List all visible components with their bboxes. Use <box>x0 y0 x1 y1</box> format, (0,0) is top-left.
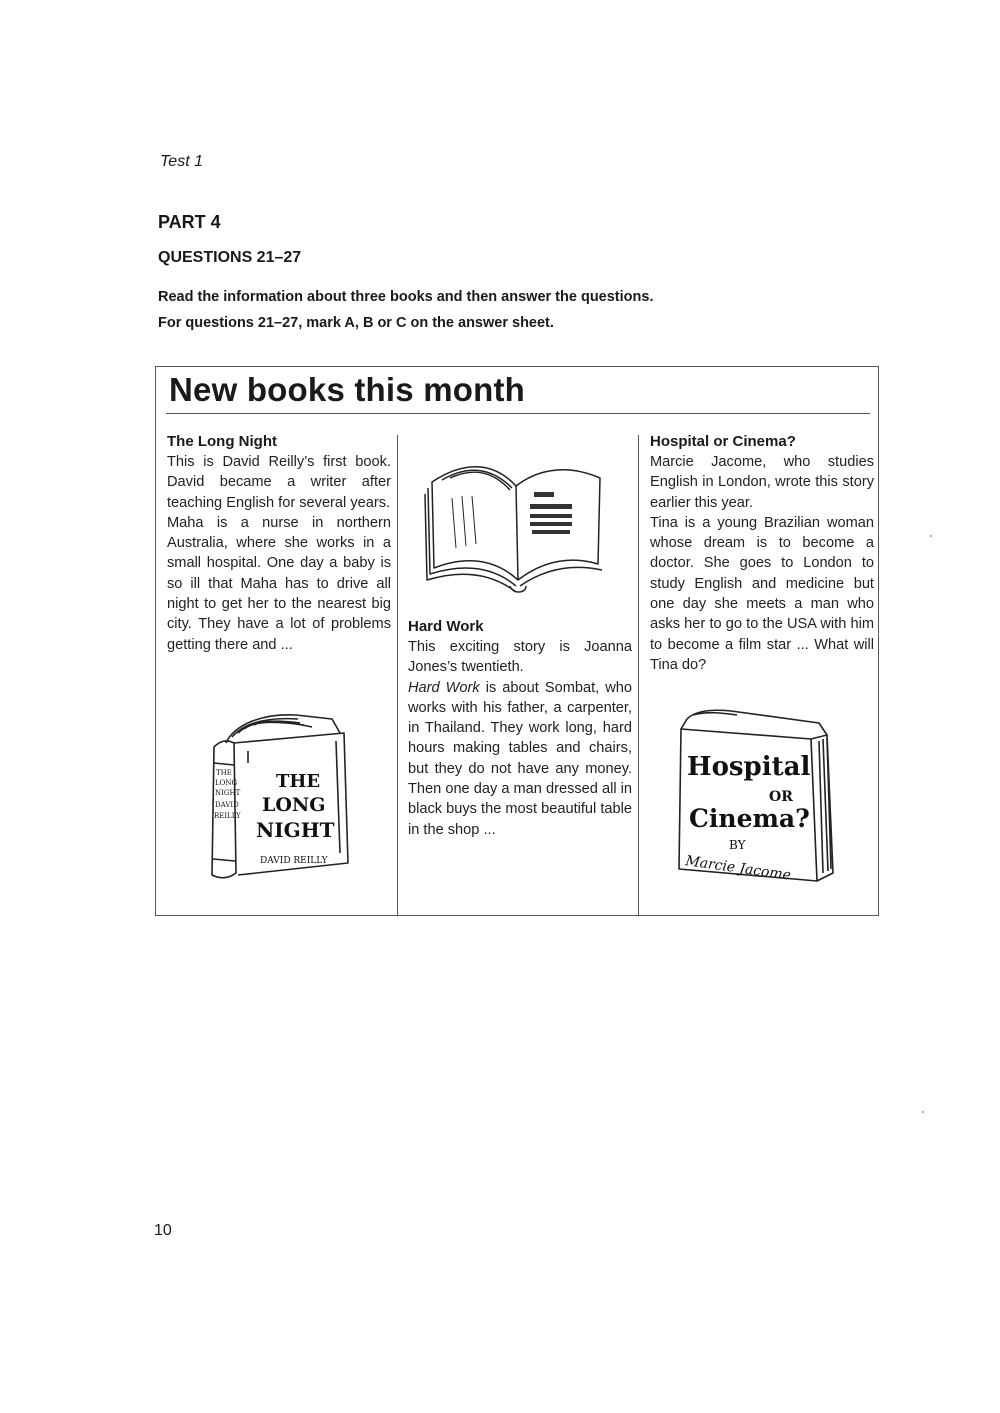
test-label: Test 1 <box>160 153 203 170</box>
book-summary: Tina is a young Brazilian woman whose dream is to become a doctor. She goes to London to study English and medicine but one day she meets a man who asks her to go to the USA with him to become a film star ... What will Tina do? <box>650 514 874 673</box>
questions-range: QUESTIONS 21–27 <box>158 249 302 266</box>
spine-line-1: THE <box>216 769 232 777</box>
books-panel <box>155 366 879 916</box>
spine-line-4: DAVID <box>215 801 239 809</box>
cover-line-4: BY <box>729 838 746 852</box>
book-intro: This exciting story is Joanna Jones’s twentieth. <box>408 639 632 676</box>
scan-speck <box>922 1111 924 1113</box>
cover-line-3: NIGHT <box>256 818 335 842</box>
spine-line-3: NIGHT <box>215 789 241 797</box>
cover-line-1: Hospital <box>687 752 811 782</box>
column-divider-2 <box>638 435 639 915</box>
instruction-line-2: For questions 21–27, mark A, B or C on the answer sheet. <box>158 315 554 331</box>
title-divider <box>166 413 870 414</box>
book-hospital-cinema <box>650 433 874 675</box>
long-night-book-illustration <box>204 703 354 891</box>
book-long-night <box>167 433 391 655</box>
open-book-illustration <box>422 452 608 602</box>
book-title: Hospital or Cinema? <box>650 433 796 450</box>
cover-line-1: THE <box>276 771 321 792</box>
instruction-line-1: Read the information about three books and then answer the questions. <box>158 289 654 305</box>
book-title: The Long Night <box>167 433 277 450</box>
book-title: Hard Work <box>408 618 484 635</box>
book-hard-work <box>408 618 632 840</box>
book-intro: Marcie Jacome, who studies English in London, wrote this story earlier this year. <box>650 454 874 511</box>
panel-title: New books this month <box>169 371 526 408</box>
spine-line-5: REILLY <box>214 812 241 820</box>
cover-author: Marcie Jacome <box>684 853 792 884</box>
book-summary-rest: is about Sombat, who works with his father, a carpenter, in Thailand. They work long, hard hours making tables and chairs, but they do not have any money. Then one day a man dressed all in black buys the most beautiful table in the shop ... <box>408 679 633 838</box>
part-title: PART 4 <box>158 212 221 232</box>
hospital-cinema-book-illustration <box>671 705 841 895</box>
column-divider-1 <box>397 435 398 915</box>
cover-line-2: OR <box>769 789 793 805</box>
book-intro: This is David Reilly’s first book. David became a writer after teaching English for several years. <box>167 454 391 511</box>
book-summary <box>408 678 632 840</box>
cover-line-3: Cinema? <box>689 804 810 833</box>
page-number: 10 <box>154 1222 172 1239</box>
spine-line-2: LONG <box>215 779 238 787</box>
book-title-italic: Hard Work <box>408 679 480 696</box>
cover-author: DAVID REILLY <box>260 856 328 866</box>
cover-line-2: LONG <box>262 794 326 816</box>
book-summary: Maha is a nurse in northern Australia, where she works in a small hospital. One day a baby is so ill that Maha has to drive all night to get her to the nearest big city. They have a lot of problems getting there and ... <box>167 514 391 653</box>
scan-speck <box>930 535 932 537</box>
